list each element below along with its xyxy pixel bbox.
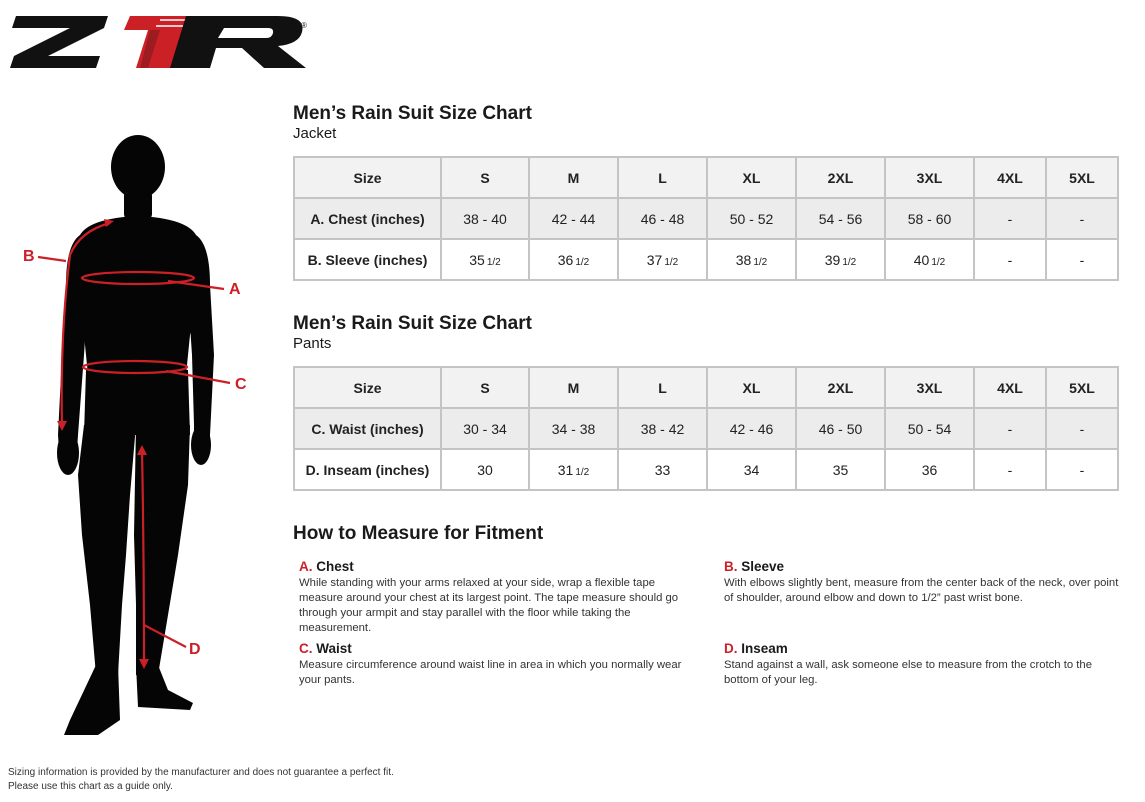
measure-waist	[299, 641, 699, 688]
measure-chest-name: Chest	[316, 559, 354, 574]
size-header-cell: S	[441, 157, 529, 198]
fraction: 1/2	[753, 256, 768, 268]
label-c: C	[235, 376, 247, 393]
size-header-cell: 2XL	[796, 367, 885, 408]
size-header-cell: S	[441, 367, 529, 408]
measure-waist-letter: C.	[299, 641, 313, 656]
size-column-header: Size	[294, 157, 441, 198]
table-cell: -	[974, 239, 1046, 280]
table-cell: 31 1/2	[529, 449, 618, 490]
jacket-chart-subtitle: Jacket	[293, 125, 337, 142]
jacket-chart-title: Men’s Rain Suit Size Chart	[293, 103, 532, 124]
size-header-cell: 3XL	[885, 367, 974, 408]
size-header-cell: XL	[707, 367, 796, 408]
fraction: 1/2	[664, 256, 679, 268]
table-row	[294, 408, 1118, 449]
disclaimer-line-2: Please use this chart as a guide only.	[8, 781, 173, 792]
table-cell: 39 1/2	[796, 239, 885, 280]
size-header-cell: 4XL	[974, 367, 1046, 408]
measure-inseam-text: Stand against a wall, ask someone else to measure from the crotch to the bottom of your leg.	[724, 659, 1092, 686]
table-cell: 35	[796, 449, 885, 490]
table-cell: 58 - 60	[885, 198, 974, 239]
table-cell: 50 - 52	[707, 198, 796, 239]
measure-sleeve-letter: B.	[724, 559, 738, 574]
pants-size-table	[293, 366, 1119, 491]
table-header-row	[294, 157, 1118, 198]
table-cell: -	[1046, 198, 1118, 239]
table-cell: 54 - 56	[796, 198, 885, 239]
size-header-cell: M	[529, 367, 618, 408]
fraction: 1/2	[486, 256, 501, 268]
size-header-cell: L	[618, 367, 707, 408]
table-cell: -	[974, 408, 1046, 449]
measure-inseam	[724, 641, 1124, 688]
table-cell: 36	[885, 449, 974, 490]
table-cell: 50 - 54	[885, 408, 974, 449]
disclaimer	[8, 766, 394, 794]
table-row	[294, 239, 1118, 280]
body-silhouette-figure	[18, 135, 258, 740]
table-cell: -	[1046, 408, 1118, 449]
size-header-cell: M	[529, 157, 618, 198]
fraction: 1/2	[842, 256, 857, 268]
table-cell: 46 - 50	[796, 408, 885, 449]
size-header-cell: 2XL	[796, 157, 885, 198]
table-cell: 37 1/2	[618, 239, 707, 280]
table-cell: 34	[707, 449, 796, 490]
table-cell: 46 - 48	[618, 198, 707, 239]
row-label-cell: D. Inseam (inches)	[294, 449, 441, 490]
table-cell: 30	[441, 449, 529, 490]
z1r-logo	[10, 14, 310, 70]
table-cell: 36 1/2	[529, 239, 618, 280]
measure-sleeve-name: Sleeve	[741, 559, 785, 574]
fraction: 1/2	[931, 256, 946, 268]
size-column-header: Size	[294, 367, 441, 408]
table-cell: -	[1046, 239, 1118, 280]
size-header-cell: XL	[707, 157, 796, 198]
table-cell: 34 - 38	[529, 408, 618, 449]
table-cell: 30 - 34	[441, 408, 529, 449]
fraction: 1/2	[575, 466, 590, 478]
label-a: A	[229, 281, 241, 298]
size-header-cell: 5XL	[1046, 367, 1118, 408]
measure-inseam-name: Inseam	[741, 641, 788, 656]
fraction: 1/2	[575, 256, 590, 268]
measure-sleeve	[724, 559, 1124, 606]
table-cell: 40 1/2	[885, 239, 974, 280]
measure-inseam-letter: D.	[724, 641, 738, 656]
table-cell: 33	[618, 449, 707, 490]
table-cell: 35 1/2	[441, 239, 529, 280]
pants-chart-subtitle: Pants	[293, 335, 332, 352]
registered-mark: ®	[301, 21, 307, 30]
table-row	[294, 198, 1118, 239]
measure-waist-text: Measure circumference around waist line in area in which you normally wear your pants.	[299, 659, 682, 686]
size-header-cell: 4XL	[974, 157, 1046, 198]
measure-chest-text: While standing with your arms relaxed at your side, wrap a flexible tape measure around your chest at its largest point. The tape measure should go through your armpit and stay parallel with the floor while taking the measurement.	[299, 577, 679, 634]
size-header-cell: 3XL	[885, 157, 974, 198]
measure-title: How to Measure for Fitment	[293, 523, 544, 544]
table-cell: -	[974, 449, 1046, 490]
table-cell: 38 1/2	[707, 239, 796, 280]
measure-chest-letter: A.	[299, 559, 313, 574]
measure-chest	[299, 559, 699, 636]
pants-chart-title: Men’s Rain Suit Size Chart	[293, 313, 532, 334]
row-label-cell: C. Waist (inches)	[294, 408, 441, 449]
table-cell: 38 - 42	[618, 408, 707, 449]
row-label-cell: A. Chest (inches)	[294, 198, 441, 239]
table-cell: -	[974, 198, 1046, 239]
label-b: B	[23, 248, 35, 265]
disclaimer-line-1: Sizing information is provided by the manufacturer and does not guarantee a perfect fit.	[8, 767, 394, 778]
table-cell: 42 - 46	[707, 408, 796, 449]
measure-waist-name: Waist	[316, 641, 352, 656]
table-cell: 42 - 44	[529, 198, 618, 239]
size-header-cell: L	[618, 157, 707, 198]
jacket-size-table	[293, 156, 1119, 281]
row-label-cell: B. Sleeve (inches)	[294, 239, 441, 280]
table-cell: 38 - 40	[441, 198, 529, 239]
label-d: D	[189, 641, 201, 658]
table-header-row	[294, 367, 1118, 408]
table-row	[294, 449, 1118, 490]
size-header-cell: 5XL	[1046, 157, 1118, 198]
measure-sleeve-text: With elbows slightly bent, measure from the center back of the neck, over point of shoulder, around elbow and down to 1/2” past wrist bone.	[724, 577, 1119, 604]
table-cell: -	[1046, 449, 1118, 490]
